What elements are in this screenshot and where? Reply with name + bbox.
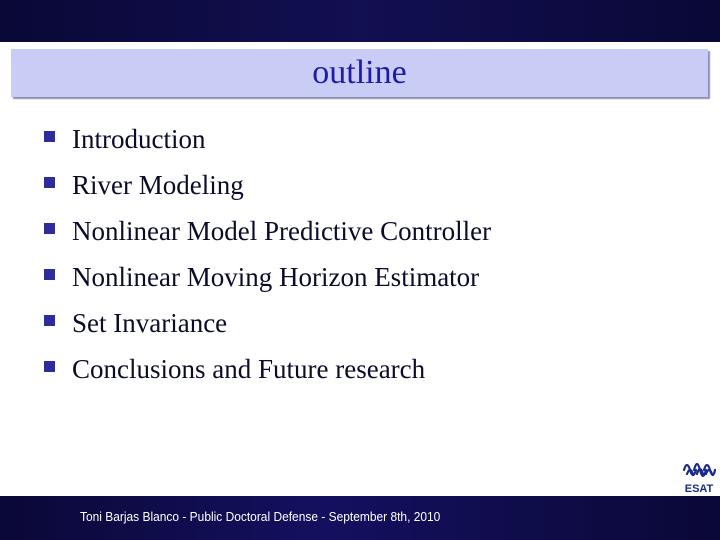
list-item [44, 116, 491, 162]
bullet-text: Introduction [72, 123, 206, 154]
bullet-icon [44, 361, 55, 372]
header-band [0, 0, 720, 42]
slide-title: outline [312, 54, 407, 91]
bullet-text: Nonlinear Moving Horizon Estimator [72, 261, 480, 292]
bullet-icon [44, 177, 55, 188]
logo-text: ESAT [684, 483, 714, 495]
bullet-icon [44, 131, 55, 142]
footer-band [0, 496, 720, 540]
bullet-text: Nonlinear Model Predictive Controller [72, 215, 492, 246]
bullet-list [44, 116, 491, 392]
bullet-icon [44, 315, 55, 326]
bullet-text: Set Invariance [72, 307, 228, 338]
bullet-icon [44, 269, 55, 280]
list-item [44, 300, 491, 346]
title-bar [11, 49, 708, 97]
bullet-icon [44, 223, 55, 234]
bullet-text: River Modeling [72, 169, 244, 200]
list-item [44, 346, 491, 392]
esat-logo [681, 456, 717, 496]
list-item [44, 208, 491, 254]
list-item [44, 254, 491, 300]
list-item [44, 162, 491, 208]
bullet-text: Conclusions and Future research [72, 353, 426, 384]
footer-text: Toni Barjas Blanco - Public Doctoral Defense - September 8th, 2010 [80, 509, 441, 524]
